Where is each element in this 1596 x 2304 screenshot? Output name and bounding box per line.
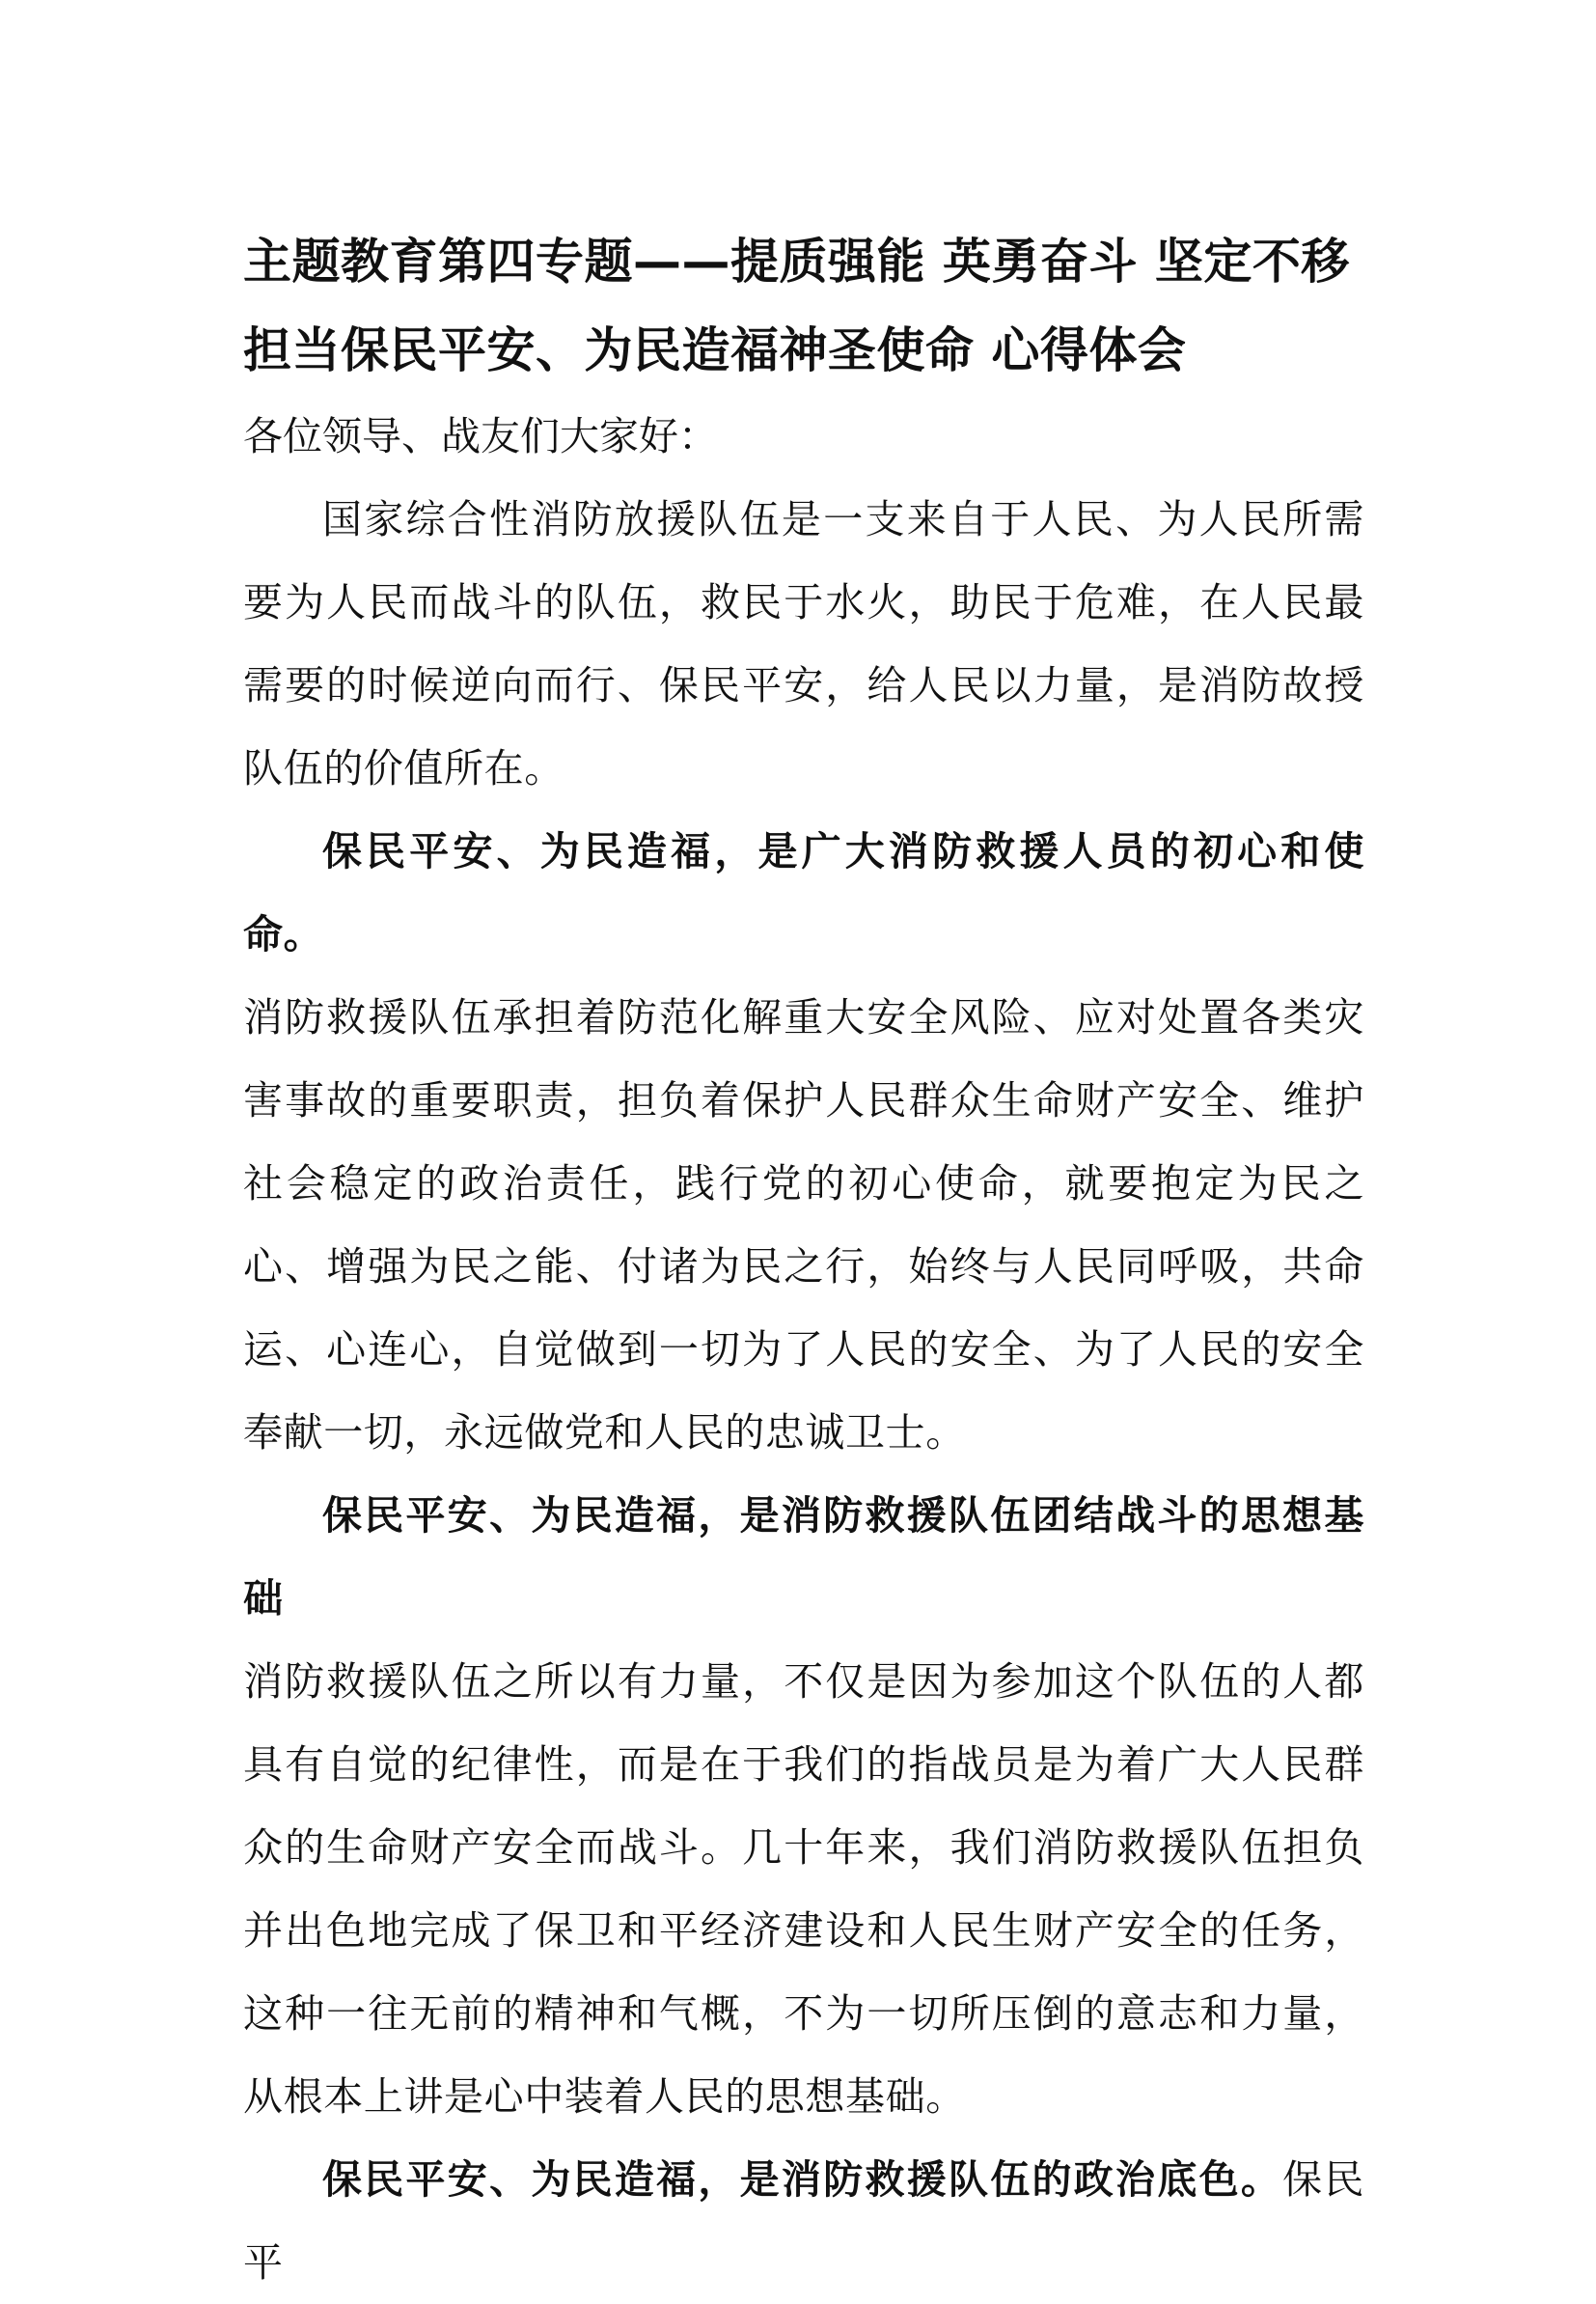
paragraph-2 [243,810,1364,976]
greeting: 各位领导、战友们大家好： [243,413,718,459]
paragraph-4-text: 保民平 [243,2156,1364,2286]
title-line-2: 担当保民平安、为民造福神圣使命 心得体会 [243,322,1187,378]
paragraph-4 [243,2138,1364,2304]
paragraph-4-lead: 保民平安、为民造福，是消防救援队伍的政治底色。 [322,2156,1283,2203]
paragraph-1 [243,478,1364,810]
paragraph-3-body: 消防救援队伍之所以有力量，不仅是因为参加这个队伍的人都具有自觉的纪律性，而是在于我们的指战员是为着广大人民群众的生命财产安全而战斗。几十年来，我们消防救援队伍担负并出色地完成了保卫和平经济建设和人民生财产安全的任务，这种一往无前的精神和气概，不为一切所压倒的意志和力量，从根本上讲是心中装着人民的思想基础。 [243,1658,1364,2120]
paragraph-2-body: 消防救援队伍承担着防范化解重大安全风险、应对处置各类灾害事故的重要职责，担负着保护人民群众生命财产安全、维护社会稳定的政治责任，践行党的初心使命，就要抱定为民之心、增强为民之能、付诸为民之行，始终与人民同呼吸，共命运、心连心，自觉做到一切为了人民的安全、为了人民的安全奉献一切，永远做党和人民的忠诚卫士。 [243,994,1364,1456]
document-title [243,217,1364,395]
paragraph-3-lead: 保民平安、为民造福，是消防救援队伍团结战斗的思想基础 [243,1492,1364,1622]
title-line-1: 主题教育第四专题——提质强能 英勇奋斗 坚定不移 [243,234,1350,290]
paragraph-1-text: 国家综合性消防放援队伍是一支来自于人民、为人民所需要为人民而战斗的队伍，救民于水火，助民于危难，在人民最需要的时候逆向而行、保民平安，给人民以力量，是消防故授队伍的价值所在。 [243,496,1364,791]
paragraph-3 [243,1474,1364,1640]
document-page [243,217,1364,2304]
paragraph-2-lead: 保民平安、为民造福，是广大消防救援人员的初心和使命。 [243,828,1364,958]
